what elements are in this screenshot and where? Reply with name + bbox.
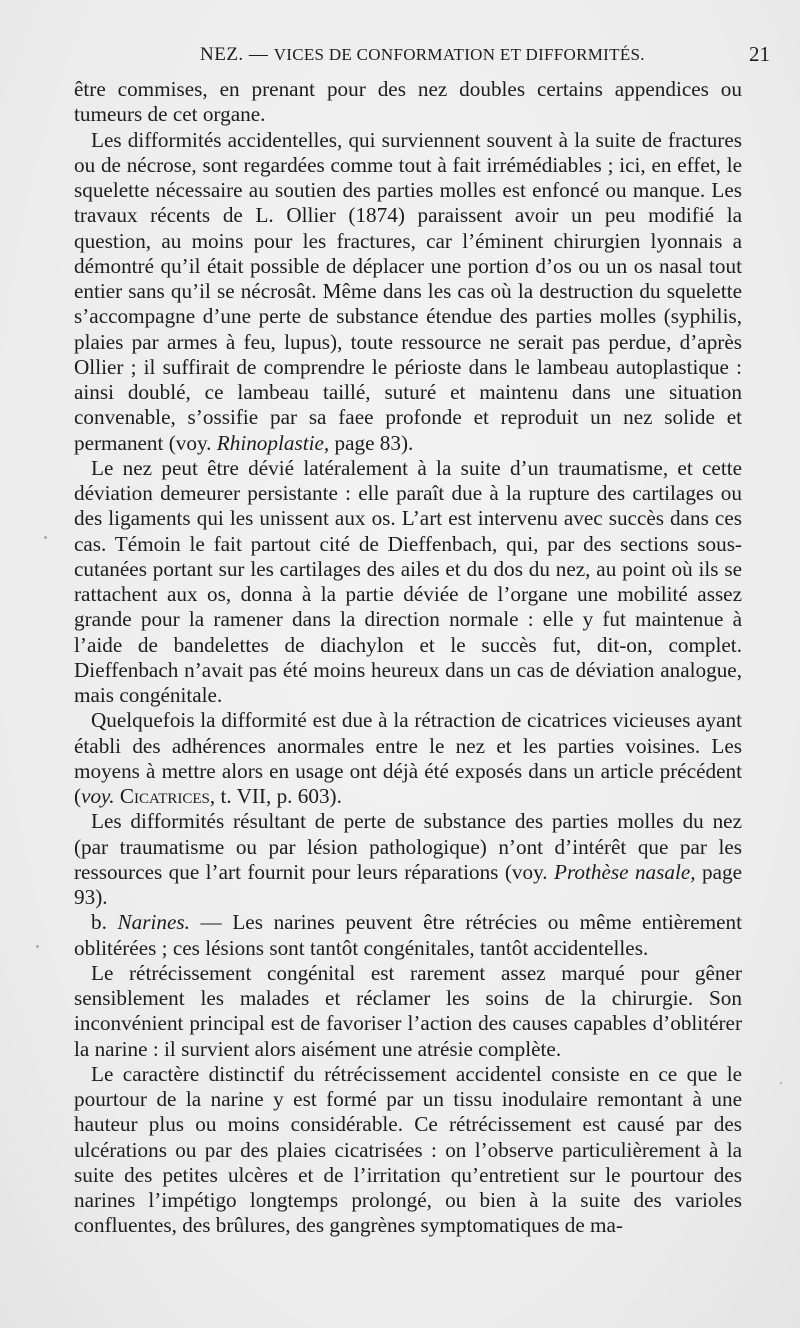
running-head (200, 44, 645, 66)
running-head-rest: VICES DE CONFORMATION ET DIFFORMITÉS. (273, 45, 645, 64)
paragraph-2 (74, 128, 742, 456)
paragraph-8-text: Le caractère distinctif du rétrécissement accidentel consiste en ce que le pourtour de la narine y est formé par un tissu inodulaire remontant à une hauteur plus ou moins considérable. Ce rétrécissement est causé par des ulcérations ou par des plaies cicatrisées : on l’observe particulièrement à la suite des petites ulcères et de l’irritation qu’entretient sur le pourtour des narines l’impétigo longtemps prolongé, ou bien à la suite des varioles confluentes, des brûlures, des gangrènes symptomatiques de ma- (74, 1061, 742, 1238)
paragraph-2-ref-rest: page 83). (329, 430, 414, 455)
paragraph-5-ref-rest: page 93). (74, 859, 742, 909)
paragraph-5-text: Les difformités résultant de perte de substance des parties molles du nez (par traumatisme ou par lésion pathologique) n’ont d’intérêt que par les ressources que l’art fournit pour leurs réparations (voy. (74, 809, 742, 884)
paragraph-5 (74, 809, 742, 910)
running-head-lead: NEZ. — (200, 44, 274, 65)
section-title-narines: Narines. (117, 910, 190, 935)
paragraph-6-text: — Les narines peuvent être rétrécies ou même entièrement oblitérées ; ces lésions sont tantôt congénitales, tantôt accidentelles. (74, 910, 743, 960)
paragraph-4-text: Quelquefois la difformité est due à la rétraction de cicatrices vicieuses ayant établi des adhérences anormales entre le nez et les parties voisines. Les moyens à mettre alors en usage ont déjà été exposés dans un article précédent ( (74, 708, 742, 808)
section-letter: b. (91, 910, 107, 935)
paragraph-4-voy: voy. (81, 784, 115, 808)
paragraph-4-rest: , t. VII, p. 603). (209, 784, 342, 808)
paragraph-4 (74, 708, 742, 809)
paper-speck (44, 536, 47, 539)
paragraph-1-text: être commises, en prenant pour des nez doubles certains appendices ou tumeurs de cet organe. (74, 77, 742, 127)
paragraph-7 (74, 961, 742, 1062)
paragraph-3-text: Le nez peut être dévié latéralement à la suite d’un traumatisme, et cette déviation demeurer persistante : elle paraît due à la rupture des cartilages ou des ligaments qui les unissent aux os. L’art est intervenu avec succès dans ces cas. Témoin le fait partout cité de Dieffenbach, qui, par des sections sous-cutanées portant sur les cartilages des ailes et du dos du nez, au point où ils se rattachent aux os, donna à la partie déviée de l’organe une mobilité assez grande pour la ramener dans la direction normale : elle y fut maintenue à l’aide de bandelettes de diachylon et le succès fut, dit-on, complet. Dieffenbach n’avait pas été moins heureux dans un cas de déviation analogue, mais congénitale. (74, 455, 742, 707)
body-text (74, 77, 742, 1239)
reference-rhinoplastie: Rhinoplastie, (216, 430, 330, 455)
paragraph-6 (74, 910, 742, 961)
paragraph-1 (74, 77, 742, 128)
page-number: 21 (749, 42, 770, 66)
page-header (200, 44, 770, 70)
paragraph-7-text: Le rétrécissement congénital est rarement assez marqué pour gêner sensiblement les malades et réclamer les soins de la chirurgie. Son inconvénient principal est de favoriser l’action des causes capables d’oblitérer la narine : il survient alors aisément une atrésie complète. (74, 960, 742, 1061)
paper-speck (780, 1082, 782, 1084)
paper-speck (36, 945, 39, 948)
reference-prothese-nasale: Prothèse nasale, (554, 859, 696, 884)
paragraph-2-text: Les difformités accidentelles, qui surviennent souvent à la suite de fractures ou de nécrose, sont regardées comme tout à fait irrémédiables ; ici, en effet, le squelette nécessaire au soutien des parties molles est enfoncé ou manque. Les travaux récents de L. Ollier (1874) paraissent avoir un peu modifié la question, au moins pour les fractures, car l’éminent chirurgien lyonnais a démontré qu’il était possible de déplacer une portion d’os ou un os nasal tout entier sans qu’il se nécrosât. Même dans les cas où la destruction du squelette s’accompagne d’une perte de substance étendue des parties molles (syphilis, plaies par armes à feu, lupus), toute ressource ne serait pas perdue, d’après Ollier ; il suffirait de comprendre le périoste dans le lambeau autoplastique : ainsi doublé, ce lambeau taillé, suturé et maintenu dans une situation convenable, s’ossifie par sa faee profonde et reproduit un nez solide et permanent (voy. (74, 127, 742, 455)
paragraph-3 (74, 456, 742, 709)
reference-cicatrices: Cicatrices (119, 784, 210, 808)
paragraph-8 (74, 1062, 742, 1239)
